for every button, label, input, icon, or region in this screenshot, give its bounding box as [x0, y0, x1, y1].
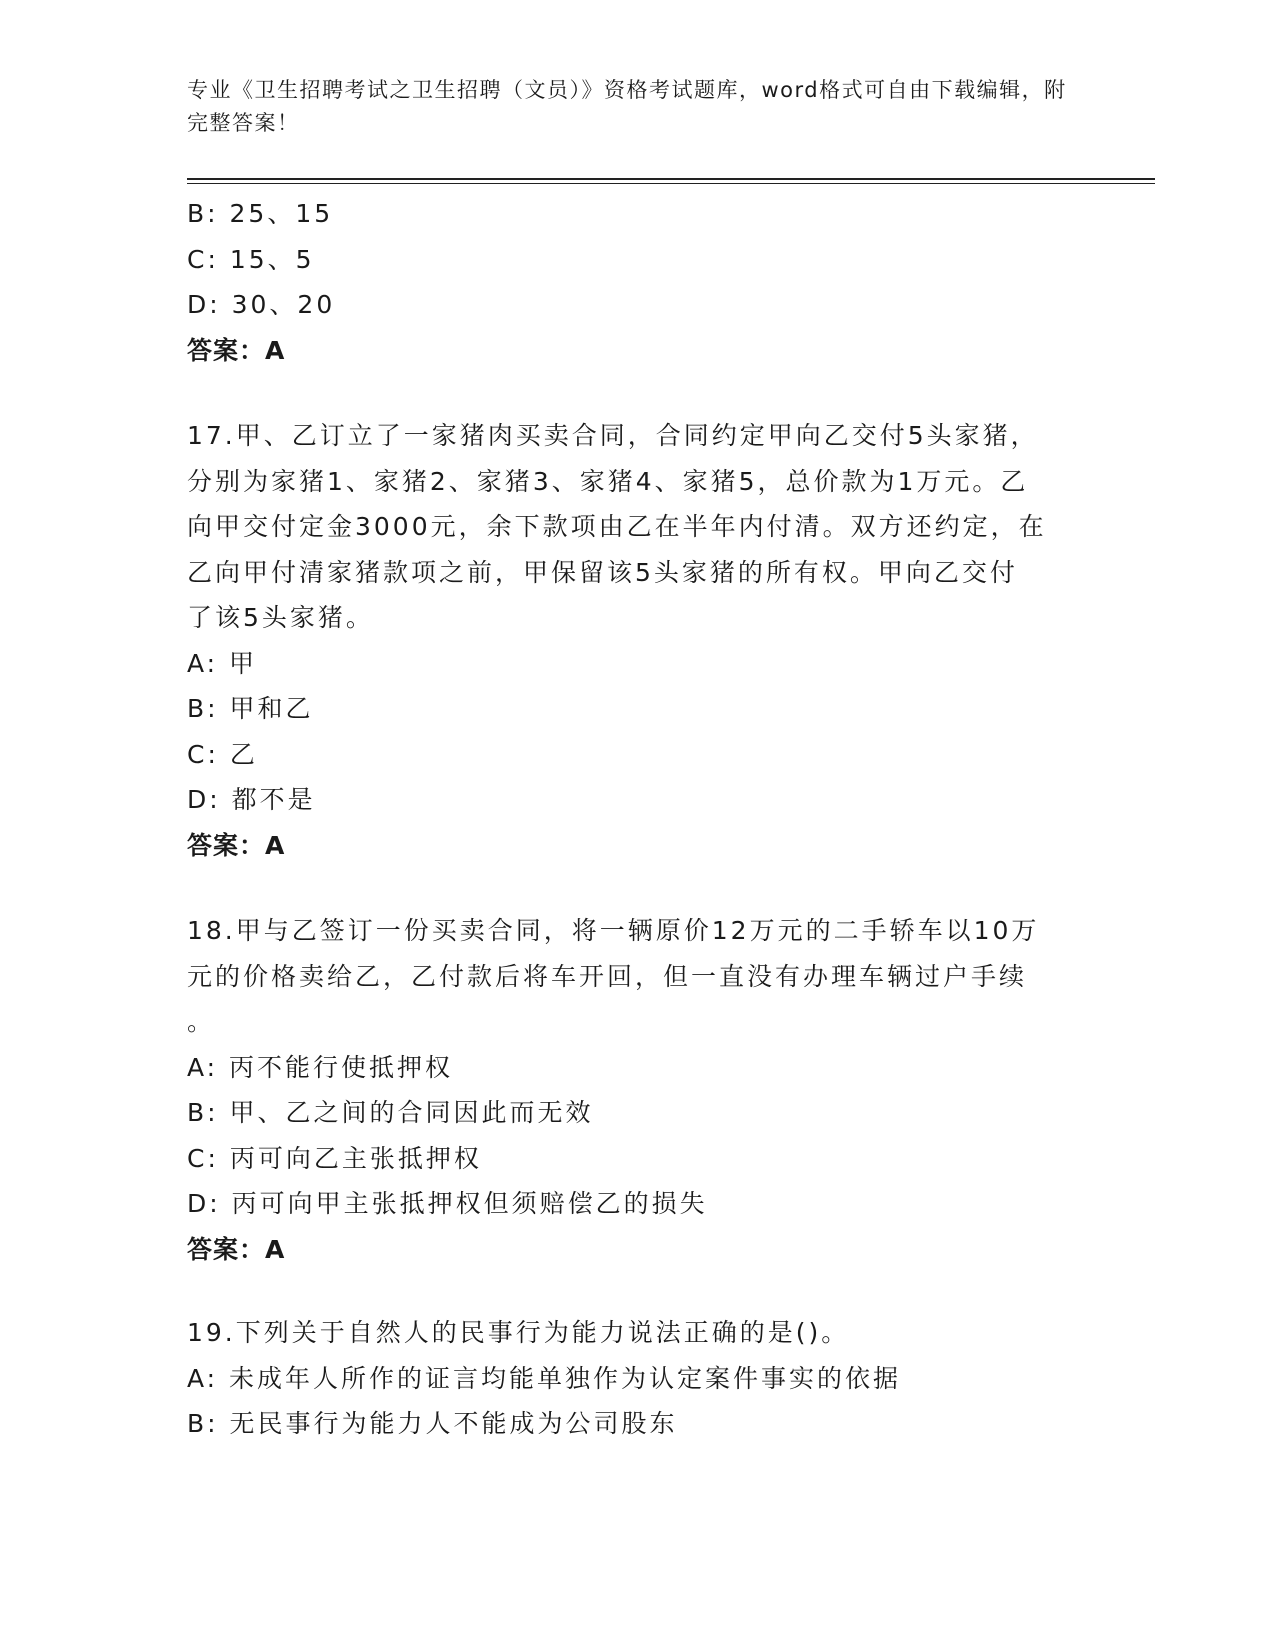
- answer: 答案：A: [187, 1234, 286, 1264]
- document-header: [187, 74, 1087, 140]
- question-content: [187, 191, 1087, 1447]
- question-stem-line: 乙向甲付清家猪款项之前，甲保留该5头家猪的所有权。甲向乙交付: [187, 557, 1018, 587]
- option-b: B: 甲和乙: [187, 694, 314, 723]
- spacer: [187, 1272, 1087, 1310]
- answer: 答案：A: [187, 830, 286, 860]
- option-d: D: 丙可向甲主张抵押权但须赔偿乙的损失: [187, 1189, 708, 1218]
- header-divider-thick: [187, 178, 1155, 180]
- question-stem-line: 分别为家猪1、家猪2、家猪3、家猪4、家猪5，总价款为1万元。乙: [187, 466, 1029, 496]
- option-b: B: 无民事行为能力人不能成为公司股东: [187, 1409, 678, 1438]
- header-divider-thin: [187, 183, 1155, 184]
- option-a: A: 丙不能行使抵押权: [187, 1052, 454, 1082]
- option-c: C: 丙可向乙主张抵押权: [187, 1143, 482, 1173]
- option-c: C: 15、5: [187, 244, 315, 274]
- option-c: C: 乙: [187, 739, 258, 769]
- option-b: B: 25、15: [187, 199, 334, 228]
- option-a: A: 未成年人所作的证言均能单独作为认定案件事实的依据: [187, 1363, 902, 1393]
- question-19: [187, 1310, 1087, 1447]
- question-stem-line: 。: [187, 1007, 216, 1036]
- question-18: [187, 908, 1087, 1272]
- header-title: 专业《卫生招聘考试之卫生招聘（文员）》资格考试题库，word格式可自由下载编辑，附完整答案！: [187, 78, 1067, 135]
- question-stem-line: 17.甲、乙订立了一家猪肉买卖合同，合同约定甲向乙交付5头家猪，: [187, 421, 1039, 450]
- spacer: [187, 373, 1087, 413]
- option-d: D: 都不是: [187, 785, 316, 814]
- question-17: [187, 413, 1087, 868]
- question-stem-line: 18.甲与乙签订一份买卖合同，将一辆原价12万元的二手轿车以10万: [187, 916, 1040, 945]
- spacer: [187, 868, 1087, 908]
- answer: 答案：A: [187, 335, 286, 365]
- question-stem-line: 19.下列关于自然人的民事行为能力说法正确的是()。: [187, 1318, 850, 1347]
- option-a: A: 甲: [187, 648, 258, 678]
- question-stem-line: 向甲交付定金3000元，余下款项由乙在半年内付清。双方还约定，在: [187, 512, 1047, 541]
- question-stem-line: 元的价格卖给乙，乙付款后将车开回，但一直没有办理车辆过户手续: [187, 961, 1028, 991]
- option-d: D: 30、20: [187, 290, 336, 319]
- question-16: [187, 191, 1087, 373]
- question-stem-line: 了该5头家猪。: [187, 603, 374, 632]
- option-b: B: 甲、乙之间的合同因此而无效: [187, 1098, 594, 1127]
